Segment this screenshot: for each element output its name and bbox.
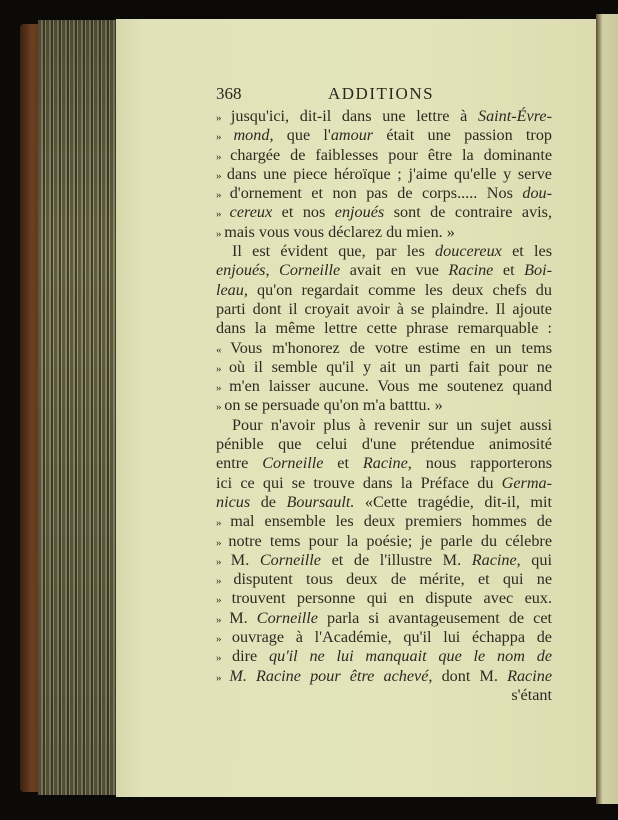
- text-segment: »: [216, 189, 230, 202]
- text-line: [216, 454, 552, 473]
- text-line: [216, 358, 552, 377]
- text-segment: et: [493, 261, 525, 280]
- text-segment: entre: [216, 454, 263, 473]
- text-line: [216, 107, 552, 126]
- text-segment: »: [216, 671, 230, 684]
- text-line: [216, 184, 552, 203]
- text-segment: mais vous vous déclarez du mien. »: [224, 222, 455, 241]
- text-segment: Pour n'avoir plus à revenir sur un sujet aussi: [232, 415, 552, 434]
- text-line: [216, 474, 552, 493]
- text-line: [216, 339, 552, 358]
- text-segment: »: [216, 227, 225, 240]
- text-segment: ouvrage à l'Académie, qu'il lui échappa de: [231, 628, 552, 647]
- facing-page-edge: [596, 14, 618, 804]
- text-segment: ici ce qui se trouve dans la Préface du: [216, 473, 502, 492]
- text-segment: M.: [229, 608, 257, 627]
- text-line: [216, 300, 552, 319]
- italic-text: Racine: [507, 666, 552, 685]
- text-line: [216, 512, 552, 531]
- page-edges: [38, 20, 118, 795]
- text-segment: dans une piece héroïque ; j'aime qu'elle y serve: [226, 164, 552, 183]
- italic-text: Corneille: [256, 608, 318, 627]
- text-segment: «: [216, 343, 231, 356]
- text-segment: »: [216, 169, 227, 182]
- text-segment: et les: [501, 242, 552, 261]
- italic-text: Germa-: [501, 473, 552, 492]
- text-line: [216, 261, 552, 280]
- text-segment: »: [216, 594, 232, 607]
- italic-text: Corneille: [259, 550, 321, 569]
- text-segment: »: [216, 517, 231, 530]
- text-segment: Il est évident que, par les: [232, 242, 436, 261]
- text-segment: pénible que celui d'une prétendue animosité: [216, 435, 552, 454]
- text-line: [216, 609, 552, 628]
- text-line: [216, 203, 552, 222]
- text-segment: m'en laisser aucune. Vous me soutenez quand: [229, 377, 552, 396]
- text-segment: jusqu'ici, dit-il dans une lettre à: [230, 107, 478, 125]
- text-segment: »: [216, 208, 230, 221]
- text-segment: »: [216, 555, 231, 568]
- text-segment: et nos: [272, 203, 335, 222]
- text-segment: »: [216, 401, 225, 414]
- italic-text: M. Racine pour être achevé: [229, 666, 429, 685]
- text-line: [216, 435, 552, 454]
- italic-text: Saint-Évre-: [477, 107, 552, 125]
- text-line: [216, 416, 552, 435]
- text-segment: était une passion trop: [373, 126, 552, 145]
- text-segment: de: [250, 492, 287, 511]
- text-line: [216, 223, 552, 242]
- text-segment: et de l'illustre M.: [320, 550, 472, 569]
- running-title: ADDITIONS: [328, 84, 435, 103]
- text-segment: trouvent personne qui en dispute avec eux.: [231, 589, 552, 608]
- text-segment: Vous m'honorez de votre estime en un tems: [230, 338, 552, 357]
- text-segment: , nous rapporterons: [407, 454, 552, 473]
- italic-text: doucereux: [435, 242, 502, 261]
- text-segment: dire: [232, 647, 269, 666]
- text-line: [216, 242, 552, 261]
- text-segment: s'étant: [511, 685, 552, 704]
- italic-text: enjoués: [334, 203, 385, 222]
- body-text: [216, 107, 552, 705]
- text-line: [216, 165, 552, 184]
- text-line: [216, 377, 552, 396]
- text-segment: ,: [265, 261, 280, 280]
- text-segment: parti dont il croyait avoir à se plaindre. Il ajoute: [216, 299, 552, 318]
- text-line: [216, 532, 552, 551]
- text-line: [216, 319, 552, 338]
- italic-text: Boursault.: [286, 492, 355, 511]
- text-line: [216, 570, 552, 589]
- text-segment: M.: [230, 550, 260, 569]
- text-segment: parla si avantageusement de cet: [317, 608, 552, 627]
- text-line: [216, 396, 552, 415]
- italic-text: enjoués: [216, 261, 266, 280]
- text-segment: , dont M.: [428, 666, 508, 685]
- italic-text: nicus: [216, 492, 251, 511]
- italic-text: leau: [216, 280, 244, 299]
- text-segment: »: [216, 382, 230, 395]
- text-segment: »: [216, 150, 231, 163]
- italic-text: Racine: [362, 454, 408, 473]
- text-segment: avait en vue: [340, 261, 449, 280]
- text-segment: et: [323, 454, 363, 473]
- text-segment: »: [216, 613, 230, 626]
- text-segment: «Cette tragédie, dit-il, mit: [354, 492, 552, 511]
- text-segment: on se persuade qu'on m'a batttu. »: [224, 396, 443, 415]
- italic-text: Corneille: [262, 454, 324, 473]
- text-line: [216, 281, 552, 300]
- text-segment: où il semble qu'il y ait un parti fait pour ne: [228, 357, 552, 376]
- text-segment: »: [216, 112, 231, 124]
- italic-text: Boi-: [524, 261, 552, 280]
- italic-text: Racine: [448, 261, 494, 280]
- text-line: [216, 551, 552, 570]
- text-segment: chargée de faiblesses pour être la dominante: [230, 145, 552, 164]
- text-segment: , qu'on regardait comme les deux chefs du: [243, 280, 552, 299]
- text-segment: disputent tous deux de mérite, et qui ne: [233, 570, 552, 589]
- text-line: [216, 589, 552, 608]
- italic-text: dou-: [522, 184, 552, 203]
- italic-text: Racine: [471, 550, 517, 569]
- text-segment: »: [216, 362, 229, 375]
- italic-text: mond: [233, 126, 270, 145]
- page-number: 368: [216, 84, 242, 103]
- text-line: [216, 493, 552, 512]
- text-line: [216, 647, 552, 666]
- text-segment: »: [216, 652, 233, 665]
- text-segment: sont de contraire avis,: [384, 203, 552, 222]
- text-line: [216, 628, 552, 647]
- text-line: [216, 146, 552, 165]
- text-segment: dans la même lettre cette phrase remarquable :: [216, 319, 552, 338]
- text-segment: notre tems pour la poésie; je parle du célebre: [228, 531, 552, 550]
- italic-text: Corneille: [279, 261, 341, 280]
- text-line: [216, 126, 552, 145]
- text-segment: , qui: [516, 550, 552, 569]
- text-segment: »: [216, 575, 234, 588]
- text-segment: »: [216, 131, 234, 144]
- text-line: [216, 667, 552, 686]
- italic-text: qu'il ne lui manquait que le nom de: [269, 647, 552, 666]
- text-line: [216, 686, 552, 705]
- running-header: [216, 84, 552, 104]
- text-segment: »: [216, 633, 232, 646]
- text-segment: »: [216, 536, 229, 549]
- text-segment: , que l': [269, 126, 331, 145]
- italic-text: cereux: [229, 203, 273, 222]
- text-segment: d'ornement et non pas de corps..... Nos: [229, 184, 523, 203]
- italic-text: amour: [330, 126, 374, 145]
- text-segment: mal ensemble les deux premiers hommes de: [230, 512, 552, 531]
